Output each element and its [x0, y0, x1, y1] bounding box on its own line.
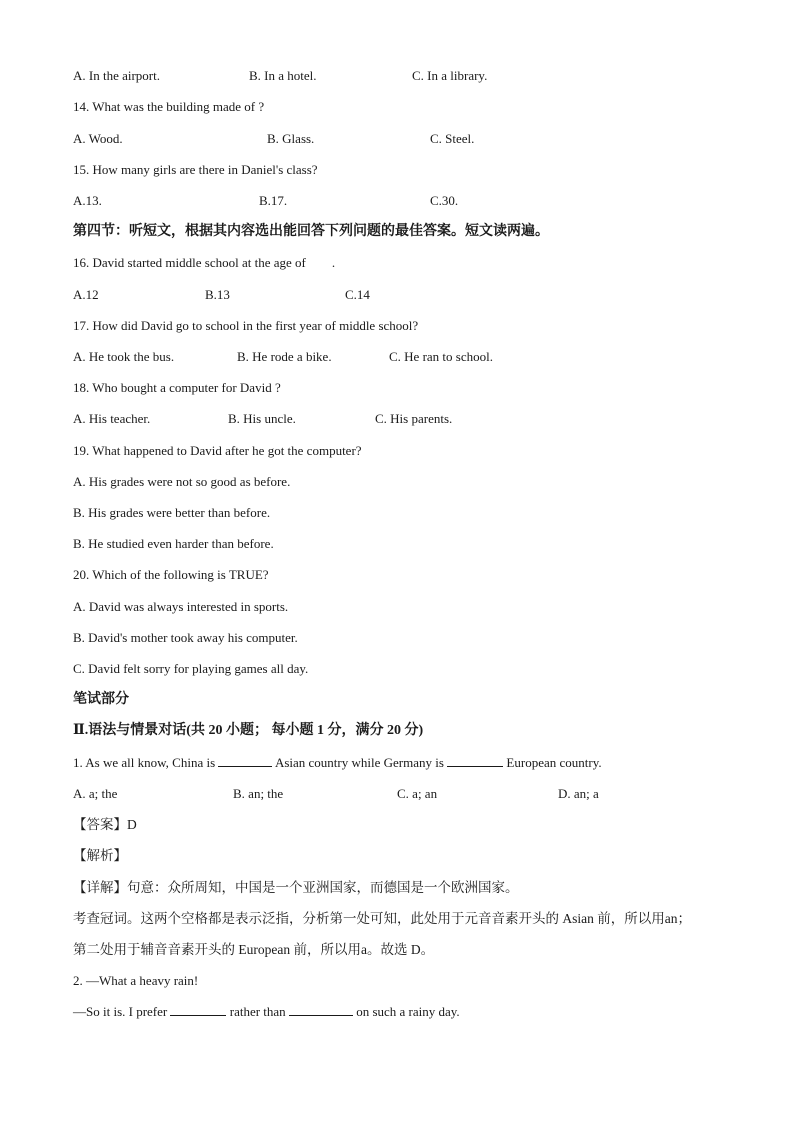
q18-option-a: A. His teacher.: [73, 411, 151, 426]
w1-explanation-1: 考查冠词。这两个空格都是表示泛指，分析第一处可知，此处用于元音音素开头的 Asian 前，所以用an；: [73, 911, 691, 926]
w1-answer: 【答案】D: [73, 817, 137, 832]
q17-option-a: A. He took the bus.: [73, 349, 175, 364]
w1-option-b: B. an; the: [233, 786, 284, 801]
w1-analysis-label: 【解析】: [73, 848, 127, 863]
q18-option-b: B. His uncle.: [228, 411, 296, 426]
w2-blank-1: [170, 1004, 226, 1016]
w1-option-d: D. an; a: [558, 786, 599, 801]
q15-option-c: C.30.: [430, 193, 459, 208]
q18-option-c: C. His parents.: [375, 411, 453, 426]
q20-option-c: C. David felt sorry for playing games all day.: [73, 661, 309, 676]
w2-line-2-part-a: —So it is. I prefer: [73, 1004, 168, 1019]
q20-option-a: A. David was always interested in sports.: [73, 599, 289, 614]
w1-stem-part-a: 1. As we all know, China is: [73, 755, 216, 770]
q19-stem: 19. What happened to David after he got the computer?: [73, 443, 362, 458]
q20-option-b: B. David's mother took away his computer.: [73, 630, 298, 645]
w1-blank-2: [447, 755, 503, 767]
q16-option-c: C.14: [345, 287, 370, 302]
q13-option-a: A. In the airport.: [73, 68, 161, 83]
q14-option-b: B. Glass.: [267, 131, 315, 146]
q14-option-a: A. Wood.: [73, 131, 123, 146]
q14-option-c: C. Steel.: [430, 131, 475, 146]
section2-heading: Ⅱ.语法与情景对话(共 20 小题； 每小题 1 分，满分 20 分): [73, 723, 424, 738]
q16-stem-end: .: [331, 255, 336, 270]
q15-stem: 15. How many girls are there in Daniel's class?: [73, 162, 318, 177]
w1-explanation-2: 第二处用于辅音音素开头的 European 前，所以用a。故选 D。: [73, 942, 435, 957]
q16-option-b: B.13: [205, 287, 230, 302]
w2-line-1: 2. —What a heavy rain!: [73, 973, 199, 988]
q17-option-c: C. He ran to school.: [389, 349, 493, 364]
q15-option-a: A.13.: [73, 193, 102, 208]
w1-stem-part-c: European country.: [506, 755, 602, 770]
section4-heading: 第四节：听短文，根据其内容选出能回答下列问题的最佳答案。短文读两遍。: [73, 224, 549, 239]
w2-line-2: [73, 1004, 460, 1020]
q16-stem-text: 16. David started middle school at the age of: [73, 255, 306, 270]
w2-line-2-part-c: on such a rainy day.: [356, 1004, 460, 1019]
q17-stem: 17. How did David go to school in the first year of middle school?: [73, 318, 419, 333]
q19-option-a: A. His grades were not so good as before.: [73, 474, 291, 489]
q15-option-b: B.17.: [259, 193, 288, 208]
q17-option-b: B. He rode a bike.: [237, 349, 332, 364]
w1-stem: [73, 755, 602, 771]
q18-stem: 18. Who bought a computer for David ?: [73, 380, 281, 395]
w2-line-2-part-b: rather than: [229, 1004, 286, 1019]
q13-option-c: C. In a library.: [412, 68, 488, 83]
q13-option-b: B. In a hotel.: [249, 68, 317, 83]
w2-blank-2: [289, 1004, 353, 1016]
w1-detail: 【详解】句意：众所周知，中国是一个亚洲国家，而德国是一个欧洲国家。: [73, 880, 519, 895]
w1-stem-part-b: Asian country while Germany is: [274, 755, 444, 770]
w1-option-a: A. a; the: [73, 786, 118, 801]
q16-option-a: A.12: [73, 287, 99, 302]
q20-stem: 20. Which of the following is TRUE?: [73, 567, 269, 582]
q14-stem: 14. What was the building made of ?: [73, 99, 265, 114]
q16-stem: [73, 255, 335, 271]
w1-blank-1: [218, 755, 272, 767]
q19-option-c: B. He studied even harder than before.: [73, 536, 274, 551]
q19-option-b: B. His grades were better than before.: [73, 505, 271, 520]
written-heading: 笔试部分: [73, 692, 129, 707]
w1-option-c: C. a; an: [397, 786, 438, 801]
